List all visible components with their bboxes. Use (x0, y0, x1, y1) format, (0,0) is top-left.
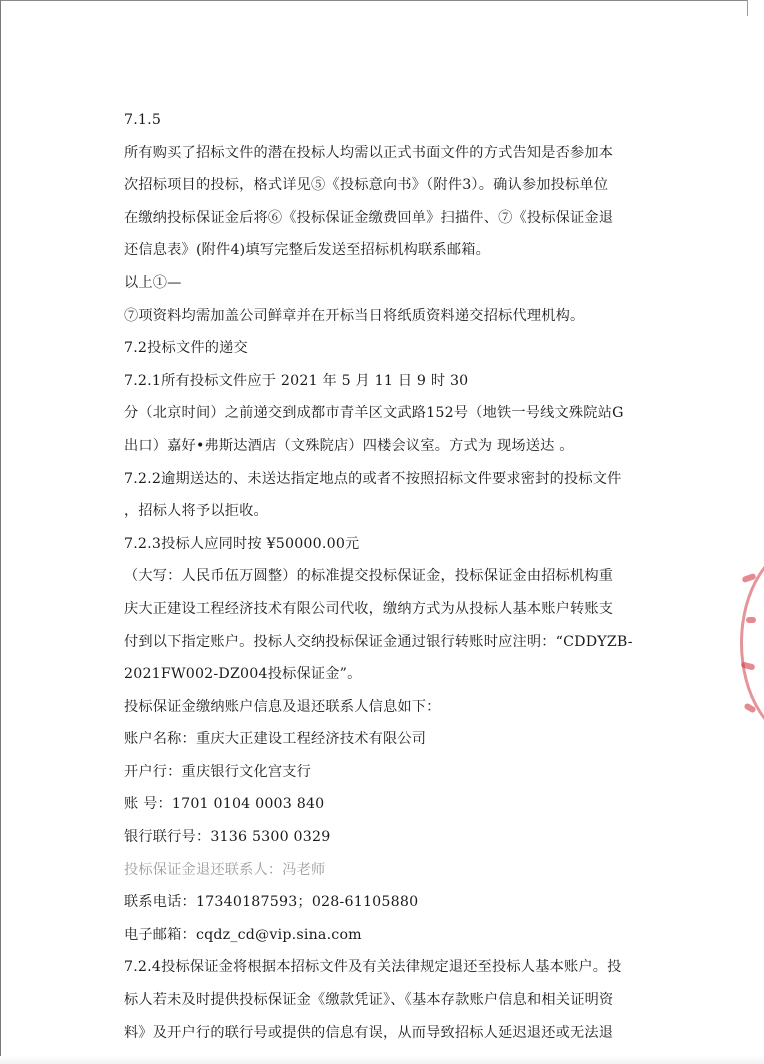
paragraph-line: 庆大正建设工程经济技术有限公司代收，缴纳方式为从投标人基本账户转账支 (124, 600, 614, 617)
bank-code: 银行联行号：3136 5300 0329 (124, 829, 331, 846)
paragraph-line: （大写：人民币伍万圆整）的标准提交投标保证金，投标保证金由招标机构重 (124, 568, 614, 585)
paragraph-line: ，招标人将予以拒收。 (124, 503, 268, 520)
paragraph-line: 7.2.2逾期送达的、未送达指定地点的或者不按照招标文件要求密封的投标文件 (124, 470, 622, 487)
paragraph-line: 所有购买了招标文件的潜在投标人均需以正式书面文件的方式告知是否参加本 (124, 144, 614, 161)
document-body (124, 110, 644, 1055)
paragraph-line: 次招标项目的投标，格式详见⑤《投标意向书》（附件3）。确认参加投标单位 (124, 177, 609, 194)
bank-name: 开户行：重庆银行文化宫支行 (124, 763, 312, 780)
paragraph-line: 7.2.4投标保证金将根据本招标文件及有关法律规定退还至投标人基本账户。投 (124, 959, 622, 976)
contact-email: 电子邮箱：cqdz_cd@vip.sina.com (124, 926, 362, 943)
paragraph-line: ⑦项资料均需加盖公司鲜章并在开标当日将纸质资料递交招标代理机构。 (124, 307, 585, 324)
account-number: 账 号：1701 0104 0003 840 (124, 796, 325, 813)
refund-contact: 投标保证金退还联系人：冯老师 (124, 861, 326, 878)
seal-stamp-fragment (732, 545, 764, 735)
page-edge-top (0, 0, 748, 7)
paragraph-line: 在缴纳投标保证金后将⑥《投标保证金缴费回单》扫描件、⑦《投标保证金退 (124, 209, 614, 226)
contact-phone: 联系电话：17340187593；028-61105880 (124, 894, 419, 911)
page-edge-right (747, 0, 748, 16)
paragraph-line: 以上①— (124, 274, 182, 291)
page-edge-left (0, 0, 1, 1064)
section-heading-7-2: 7.2投标文件的递交 (124, 340, 248, 357)
seal-mark (746, 617, 756, 623)
paragraph-line: 出口）嘉好•弗斯达酒店（文殊院店）四楼会议室。方式为 现场送达 。 (124, 437, 574, 454)
account-info-heading: 投标保证金缴纳账户信息及退还联系人信息如下： (124, 698, 441, 715)
paragraph-line: 还信息表》(附件4)填写完整后发送至招标机构联系邮箱。 (124, 242, 490, 259)
paragraph-line: 料》及开户行的联行号或提供的信息有误，从而导致招标人延迟退还或无法退 (124, 1024, 614, 1041)
section-number-7-1-5: 7.1.5 (124, 112, 162, 128)
paragraph-line: 分（北京时间）之前递交到成都市青羊区文武路152号（地铁一号线文殊院站G (124, 405, 624, 422)
paragraph-line: 7.2.1所有投标文件应于 2021 年 5 月 11 日 9 时 30 (124, 372, 469, 389)
paragraph-line: 付到以下指定账户。投标人交纳投标保证金通过银行转账时应注明：“CDDYZB- (124, 633, 633, 650)
paragraph-line: 标人若未及时提供投标保证金《缴款凭证》、《基本存款账户信息和相关证明资 (124, 992, 614, 1009)
scan-bottom-edge (0, 1056, 764, 1064)
paragraph-line: 7.2.3投标人应同时按 ¥50000.00元 (124, 535, 360, 552)
account-name: 账户名称：重庆大正建设工程经济技术有限公司 (124, 731, 427, 748)
paragraph-line: 2021FW002-DZ004投标保证金”。 (124, 666, 362, 683)
